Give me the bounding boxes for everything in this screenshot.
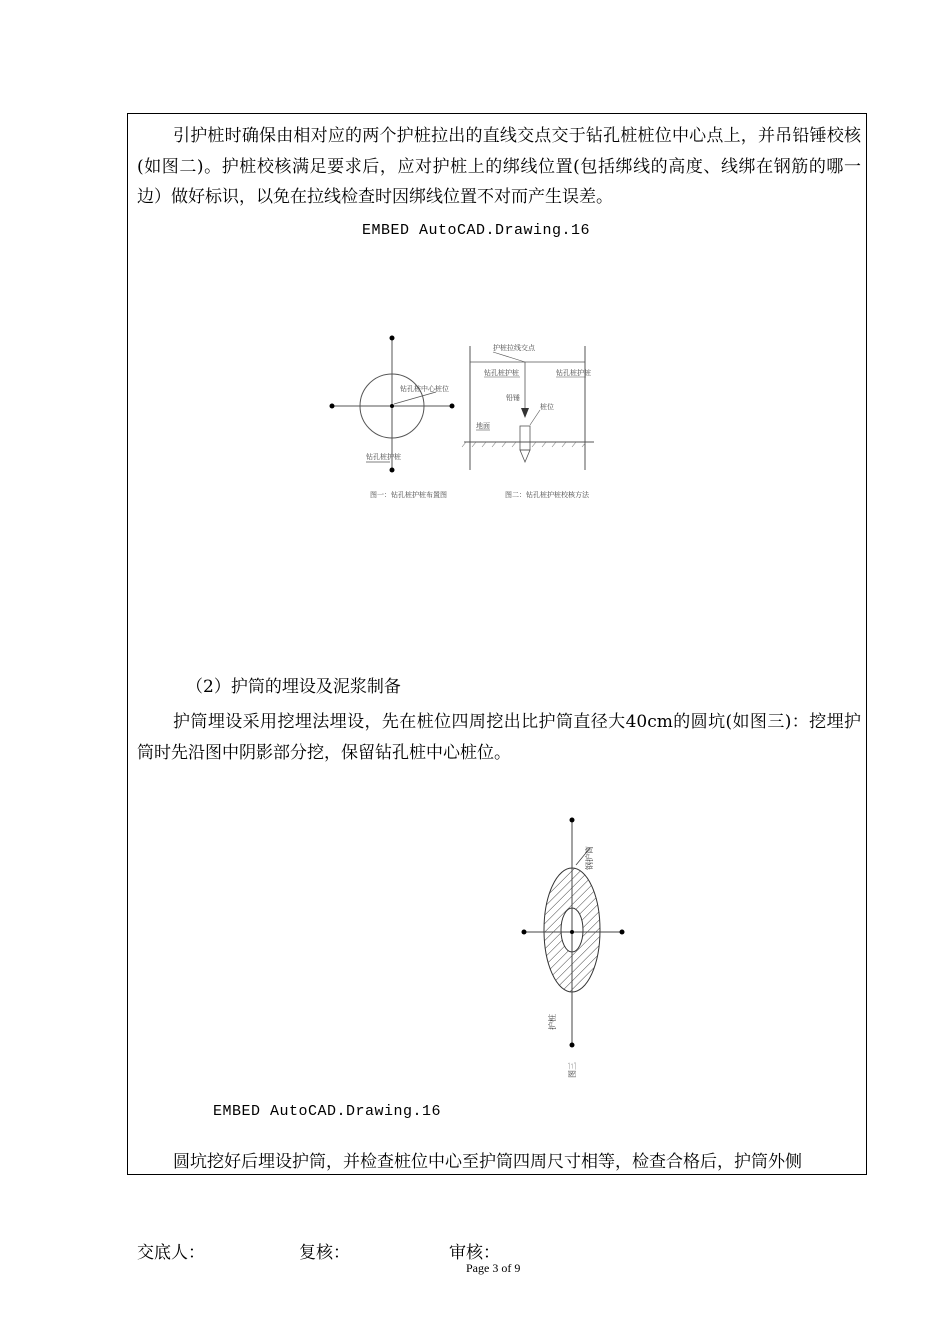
paragraph-pit-dug: 圆坑挖好后埋设护筒，并检查桩位中心至护筒四周尺寸相等，检查合格后，护筒外侧 [173,1152,802,1172]
footer-handover: 交底人： [137,1243,205,1263]
figure-guard-pile-layout [330,336,455,500]
caption-figure-2: 图二：钻孔桩护桩校核方法 [505,491,589,499]
footer-review: 复核： [299,1243,350,1263]
label-steel-casing: 钢护筒 [585,846,594,870]
label-guard-pile: 钻孔桩护桩 [366,453,401,461]
figure-guard-pile-check [462,343,594,499]
embed-field-code: EMBED AutoCAD.Drawing.16 [362,222,591,239]
section-heading-casing: （2）护筒的埋设及泥浆制备 [186,677,401,697]
figure-casing-pit [522,818,625,1079]
label-pile-position: 桩位 [540,403,554,411]
label-guard-pile-3: 护桩 [548,1014,557,1030]
paragraph-casing-burying: 护筒埋设采用挖埋法埋设，先在桩位四周挖出比护筒直径大40cm的圆坑(如图三)：挖埋护筒时先沿图中阴影部分挖，保留钻孔桩中心桩位。 [137,712,861,763]
label-intersection: 护桩拉线交点 [493,344,535,352]
label-guard-left: 钻孔桩护桩 [484,369,519,377]
caption-figure-3: 图三 [568,1062,577,1078]
label-guard-right: 钻孔桩护桩 [556,369,591,377]
embed-field-code-2: EMBED AutoCAD.Drawing.16 [213,1103,442,1120]
label-ground: 地面 [476,422,490,430]
caption-figure-1: 图一：钻孔桩护桩布置图 [370,491,447,499]
label-center-pile: 钻孔桩中心桩位 [400,385,449,393]
paragraph-guard-pile-check: 引护桩时确保由相对应的两个护桩拉出的直线交点交于钻孔桩桩位中心点上，并吊铅锤校核(如图二)。护桩校核满足要求后，应对护桩上的绑线位置(包括绑线的高度、线绑在钢筋的哪一边）做好标识，以免在拉线检查时因绑线位置不对而产生误差。 [137,126,861,207]
label-plumb: 铅锤 [506,394,520,402]
page-number: Page 3 of 9 [466,1261,521,1275]
footer-audit: 审核： [449,1243,500,1263]
